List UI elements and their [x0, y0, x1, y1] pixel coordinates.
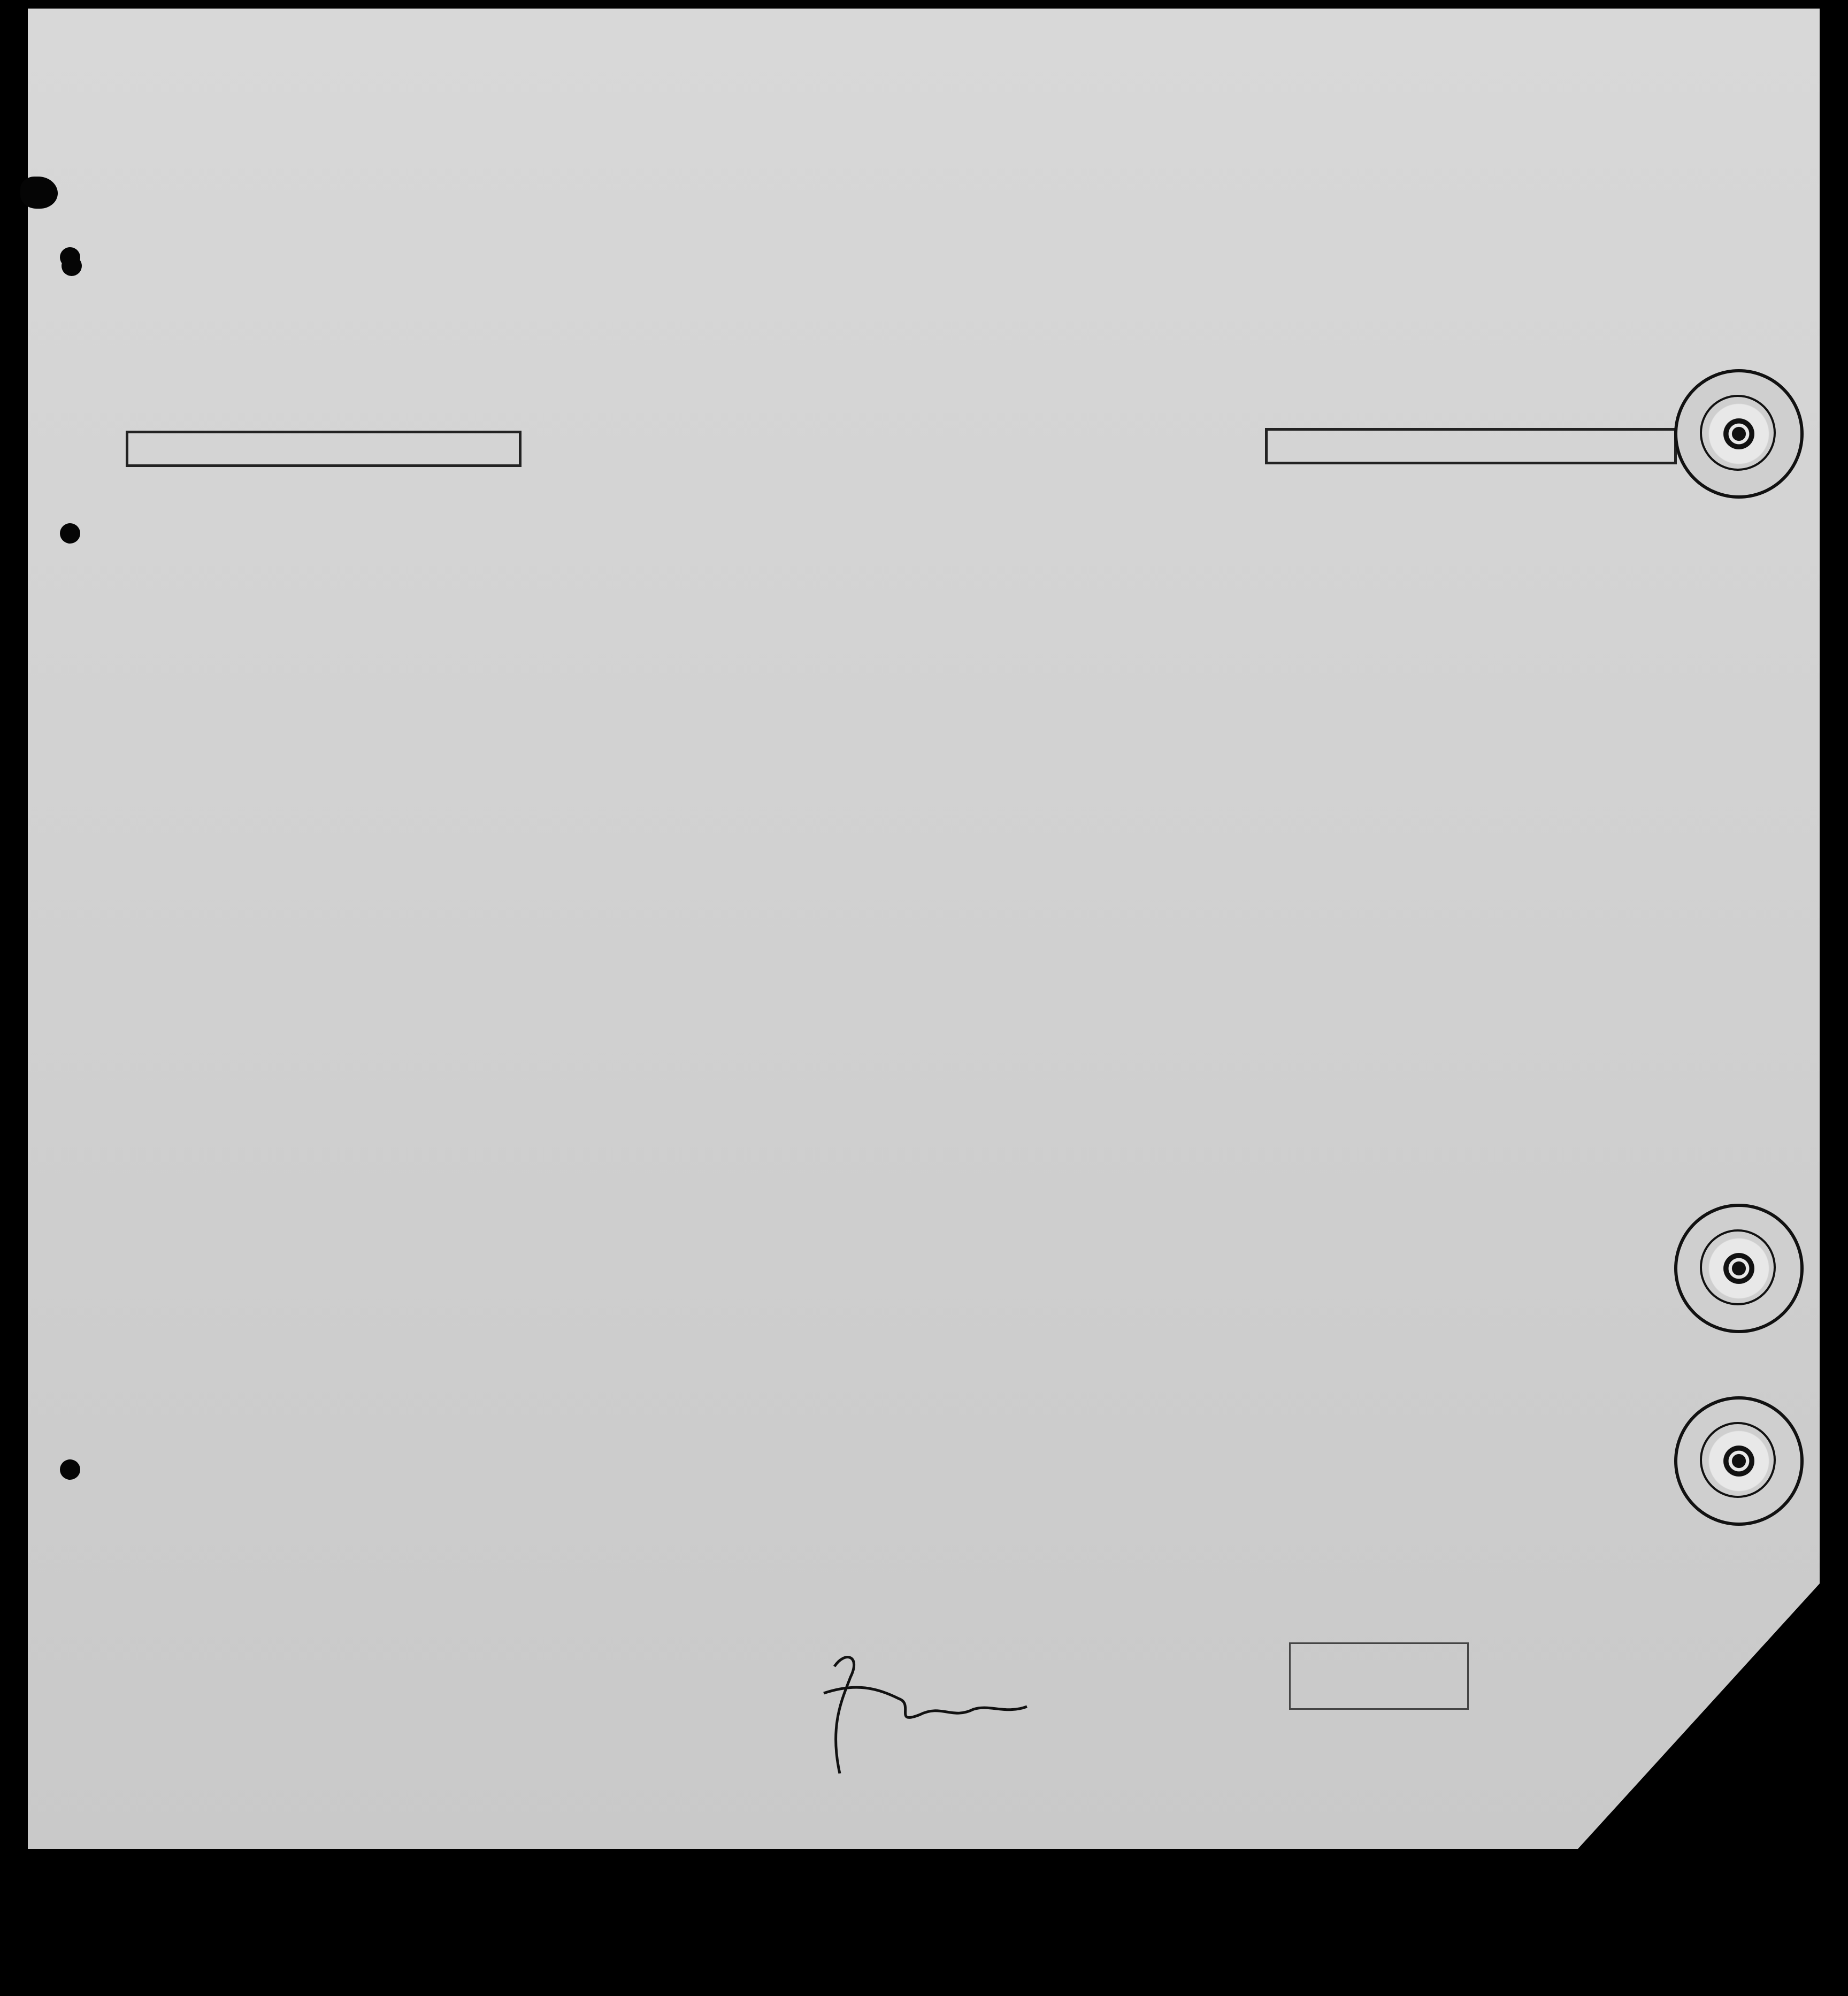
date-stamp [1289, 1642, 1469, 1710]
consulate-seal [1674, 1204, 1804, 1333]
did-not-sail-stamp-left [126, 431, 522, 467]
consulate-seal [1674, 1396, 1804, 1526]
rose-emblem-icon [1715, 1437, 1763, 1485]
rose-emblem-icon [1715, 1244, 1763, 1293]
rose-emblem-icon [1715, 410, 1763, 458]
consulate-seal [1674, 369, 1804, 499]
did-not-sail-stamp-right [1265, 428, 1677, 464]
inspector-signature [813, 1645, 1048, 1784]
